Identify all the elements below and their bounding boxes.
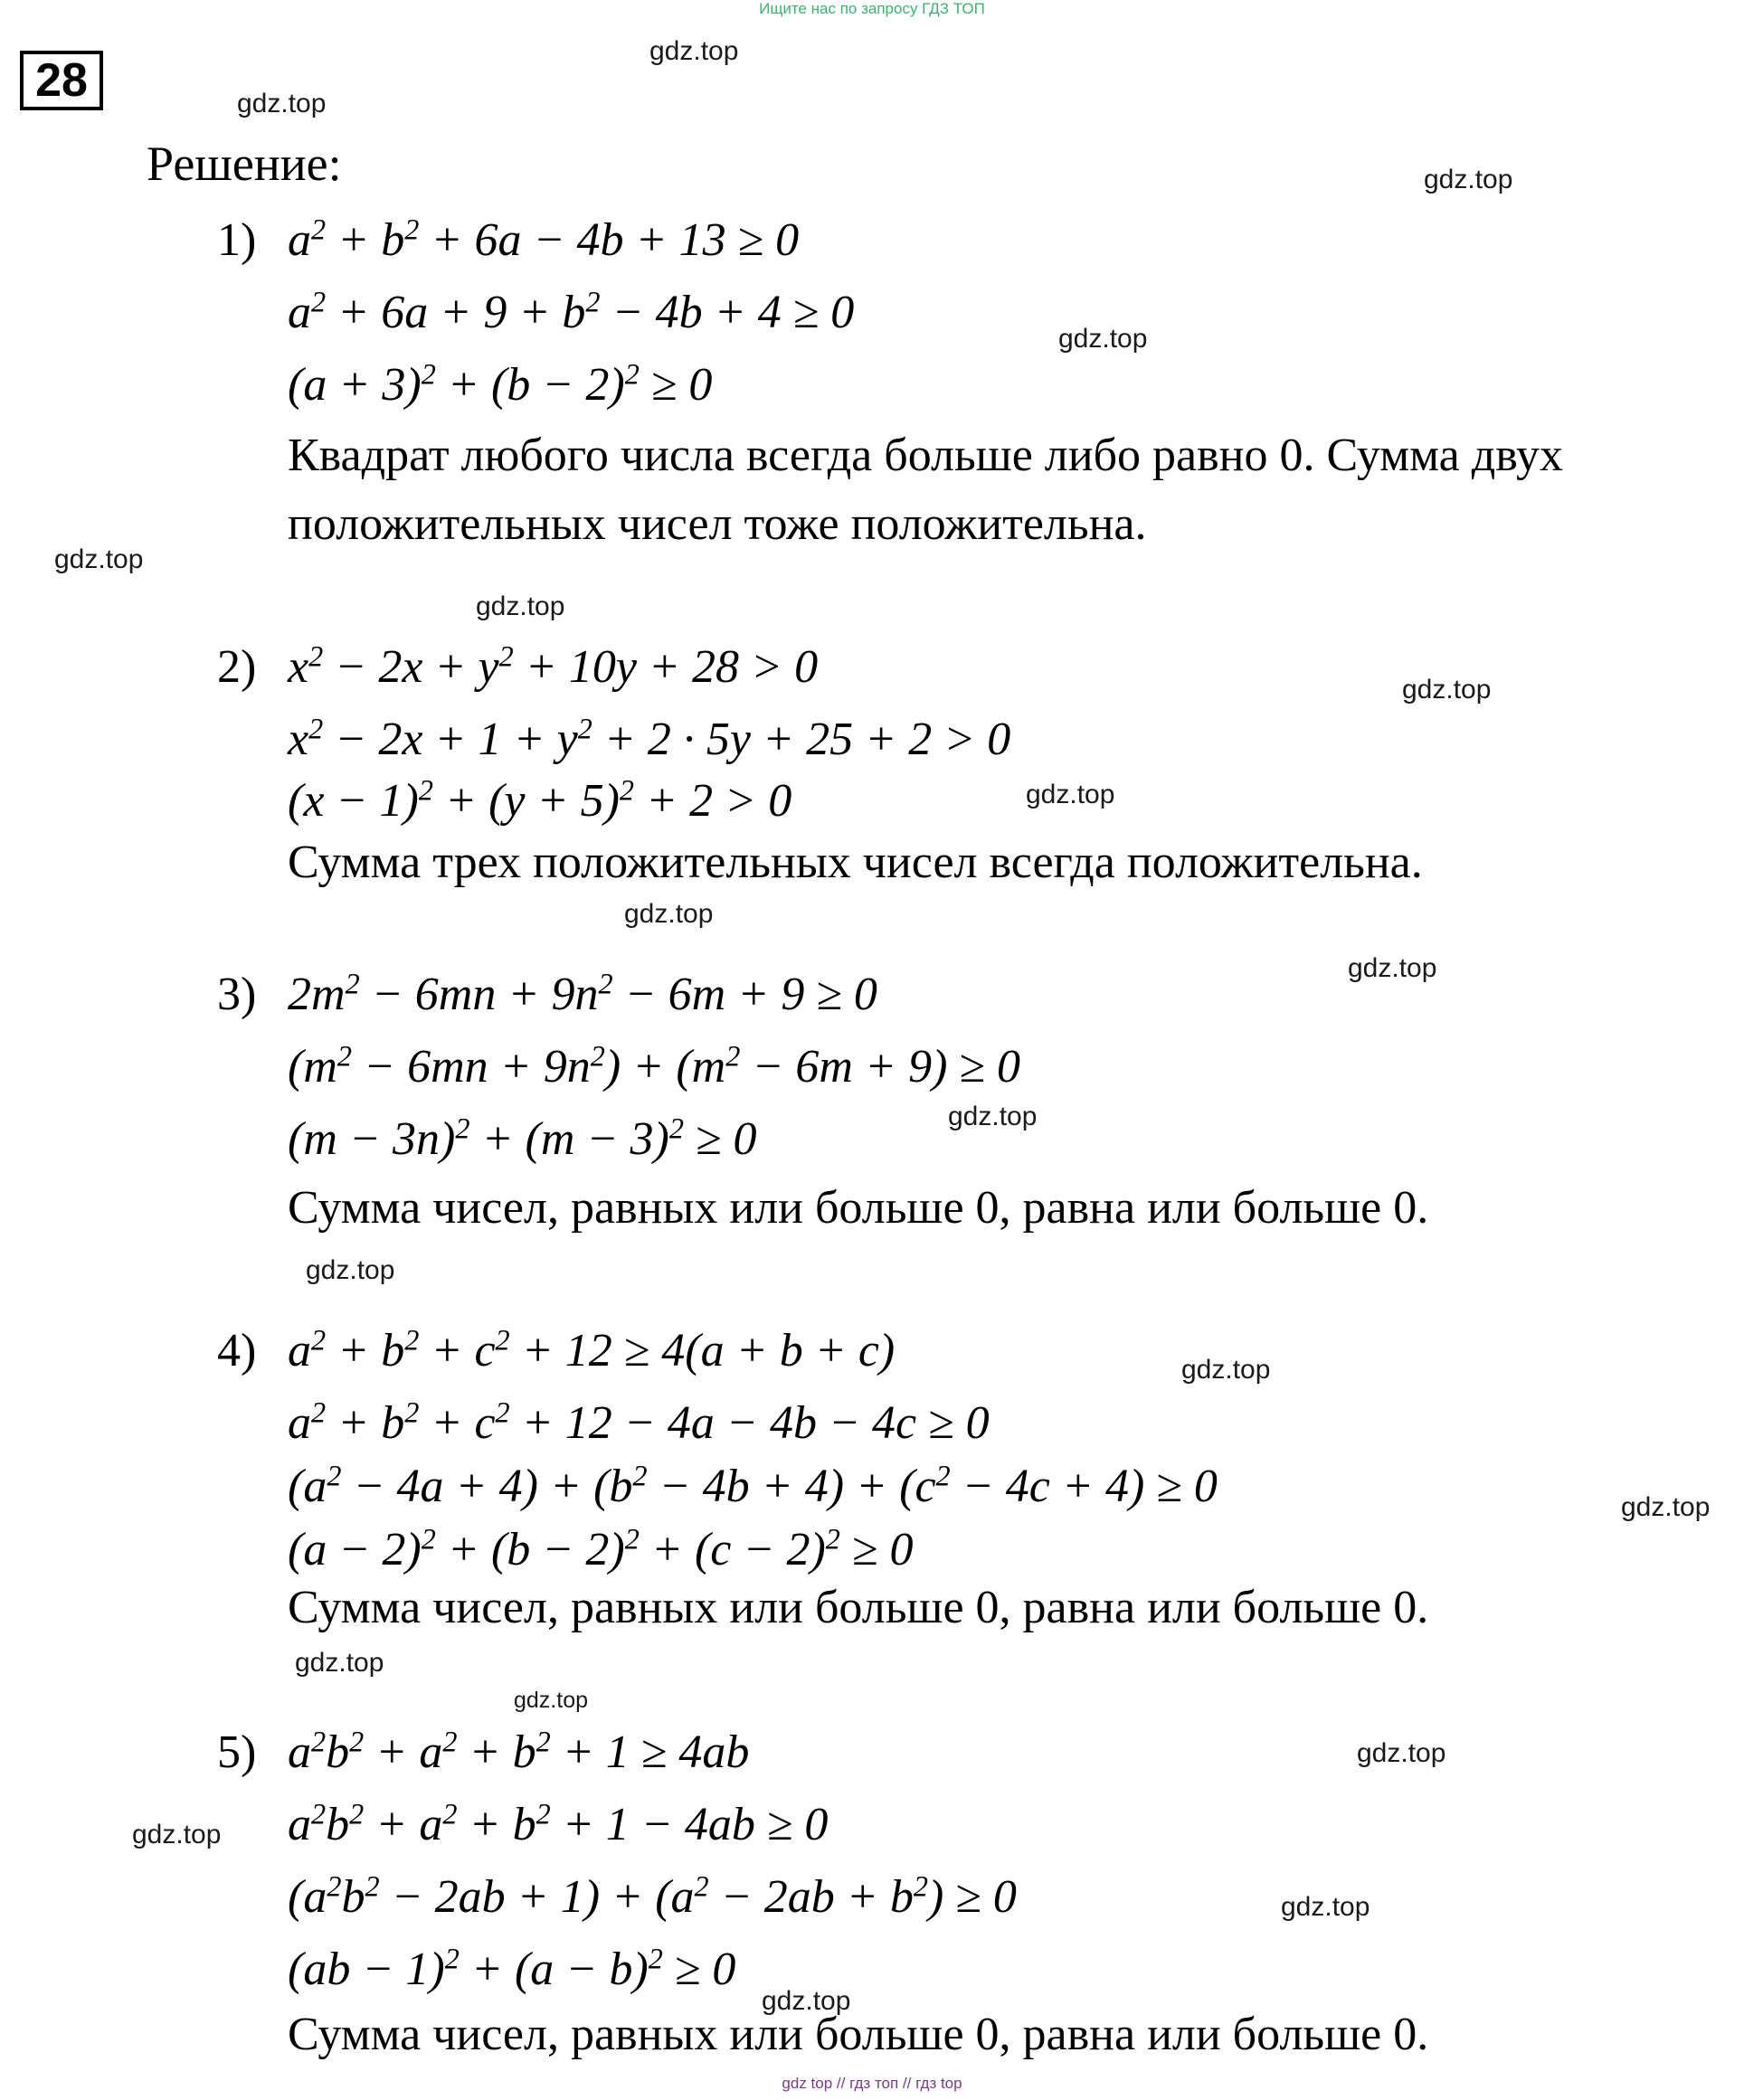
part-4-text-1: Сумма чисел, равных или больше 0, равна или больше 0.	[288, 1582, 1429, 1633]
part-3-line-1: $2m^2 - 6mn + 9n^2 - 6m + 9 \ge 0$	[288, 967, 877, 1020]
part-4-line-2: $a^2 + b^2 + c^2 + 12 - 4a - 4b - 4c \ge 0$	[288, 1395, 990, 1449]
watermark: gdz.top	[1281, 1892, 1370, 1922]
part-5-line-2: $a^2b^2 + a^2 + b^2 + 1 - 4ab \ge 0$	[288, 1797, 829, 1850]
footer-watermark: gdz top // гдз топ // гдз top	[782, 2075, 962, 2092]
part-5-text-1: Сумма чисел, равных или больше 0, равна или больше 0.	[288, 2009, 1429, 2060]
part-4-line-3: $(a^2 - 4a + 4) + (b^2 - 4b + 4) + (c^2 - 4c + 4) \ge 0$	[288, 1459, 1218, 1512]
watermark: gdz.top	[948, 1102, 1038, 1131]
part-5-number: 5)	[217, 1726, 257, 1778]
part-3-text-1: Сумма чисел, равных или больше 0, равна или больше 0.	[288, 1182, 1429, 1234]
watermark: gdz.top	[237, 89, 327, 118]
watermark: gdz.top	[1026, 780, 1115, 809]
top-banner: Ищите нас по запросу ГДЗ ТОП	[759, 0, 985, 17]
part-2-line-2: $x^2 - 2x + 1 + y^2 + 2 \cdot 5y + 25 + 2 > 0$	[288, 712, 1011, 765]
watermark: gdz.top	[1402, 675, 1492, 705]
part-1-line-1: $a^2 + b^2 + 6a - 4b + 13 \ge 0$	[288, 213, 800, 266]
part-5-line-1: $a^2b^2 + a^2 + b^2 + 1 \ge 4ab$	[288, 1725, 750, 1778]
part-1-line-3: $(a + 3)^2 + (b - 2)^2 \ge 0$	[288, 357, 713, 411]
part-2-number: 2)	[217, 641, 257, 693]
solution-heading: Решение:	[147, 137, 342, 191]
task-number-box: 28	[20, 51, 103, 110]
part-1-line-2: $a^2 + 6a + 9 + b^2 - 4b + 4 \ge 0$	[288, 285, 855, 338]
watermark: gdz.top	[1058, 324, 1148, 354]
watermark: gdz.top	[295, 1648, 384, 1678]
part-1-number: 1)	[217, 214, 257, 266]
part-3-line-2: $(m^2 - 6mn + 9n^2) + (m^2 - 6m + 9) \ge 0$	[288, 1039, 1020, 1093]
watermark: gdz.top	[762, 1986, 851, 2016]
watermark: gdz.top	[514, 1688, 589, 1713]
watermark: gdz.top	[624, 899, 714, 929]
watermark: gdz.top	[306, 1255, 395, 1285]
part-2-line-3: $(x - 1)^2 + (y + 5)^2 + 2 > 0$	[288, 773, 792, 827]
part-4-line-4: $(a - 2)^2 + (b - 2)^2 + (c - 2)^2 \ge 0$	[288, 1522, 914, 1575]
watermark: gdz.top	[649, 36, 739, 66]
part-5-line-3: $(a^2b^2 - 2ab + 1) + (a^2 - 2ab + b^2) \ge 0$	[288, 1869, 1017, 1923]
watermark: gdz.top	[1621, 1492, 1711, 1522]
watermark: gdz.top	[1348, 953, 1437, 983]
watermark: gdz.top	[1424, 165, 1513, 194]
part-4-number: 4)	[217, 1325, 257, 1376]
part-1-text-1: Квадрат любого числа всегда больше либо равно 0. Сумма двух	[288, 430, 1563, 481]
part-2-text-1: Сумма трех положительных чисел всегда положительна.	[288, 837, 1423, 888]
watermark: gdz.top	[1357, 1738, 1446, 1768]
watermark: gdz.top	[54, 544, 144, 574]
part-2-line-1: $x^2 - 2x + y^2 + 10y + 28 > 0$	[288, 639, 819, 693]
part-5-line-4: $(ab - 1)^2 + (a - b)^2 \ge 0$	[288, 1942, 736, 1995]
part-4-line-1: $a^2 + b^2 + c^2 + 12 \ge 4(a + b + c)$	[288, 1323, 896, 1376]
part-1-text-2: положительных чисел тоже положительна.	[288, 498, 1147, 550]
watermark: gdz.top	[132, 1820, 222, 1849]
watermark: gdz.top	[1181, 1355, 1271, 1385]
part-3-line-3: $(m - 3n)^2 + (m - 3)^2 \ge 0$	[288, 1111, 757, 1165]
part-3-number: 3)	[217, 969, 257, 1020]
watermark: gdz.top	[476, 591, 565, 621]
